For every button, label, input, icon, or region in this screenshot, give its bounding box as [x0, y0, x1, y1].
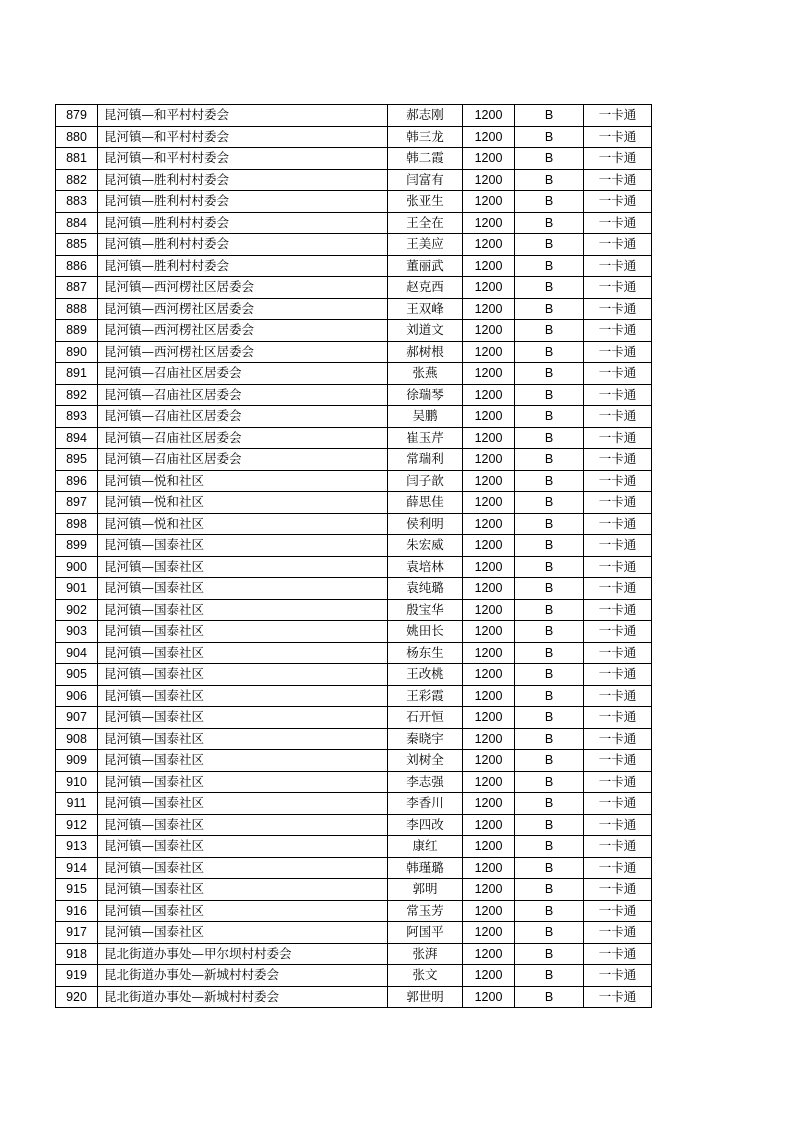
table-row [56, 535, 652, 557]
person-name-cell: 王全在 [388, 212, 463, 234]
amount-cell: 1200 [463, 427, 515, 449]
payment-method-cell: 一卡通 [584, 685, 652, 707]
row-number-cell: 889 [56, 320, 98, 342]
unit-name-cell: 昆河镇—国泰社区 [98, 685, 388, 707]
grade-cell: B [515, 126, 584, 148]
grade-cell: B [515, 599, 584, 621]
grade-cell: B [515, 814, 584, 836]
row-number-cell: 904 [56, 642, 98, 664]
unit-name-cell: 昆北街道办事处—甲尔坝村村委会 [98, 943, 388, 965]
grade-cell: B [515, 943, 584, 965]
payment-method-cell: 一卡通 [584, 212, 652, 234]
unit-name-cell: 昆河镇—国泰社区 [98, 793, 388, 815]
payment-method-cell: 一卡通 [584, 341, 652, 363]
payment-method-cell: 一卡通 [584, 535, 652, 557]
person-name-cell: 吴鹏 [388, 406, 463, 428]
person-name-cell: 王彩霞 [388, 685, 463, 707]
row-number-cell: 890 [56, 341, 98, 363]
amount-cell: 1200 [463, 814, 515, 836]
unit-name-cell: 昆河镇—召庙社区居委会 [98, 363, 388, 385]
table-row [56, 427, 652, 449]
person-name-cell: 李四改 [388, 814, 463, 836]
payment-method-cell: 一卡通 [584, 513, 652, 535]
table-row [56, 341, 652, 363]
payment-method-cell: 一卡通 [584, 492, 652, 514]
unit-name-cell: 昆河镇—西河楞社区居委会 [98, 341, 388, 363]
person-name-cell: 赵克西 [388, 277, 463, 299]
amount-cell: 1200 [463, 707, 515, 729]
payment-method-cell: 一卡通 [584, 900, 652, 922]
table-row [56, 363, 652, 385]
person-name-cell: 张文 [388, 965, 463, 987]
amount-cell: 1200 [463, 836, 515, 858]
table-row [56, 664, 652, 686]
table-row [56, 621, 652, 643]
row-number-cell: 893 [56, 406, 98, 428]
amount-cell: 1200 [463, 900, 515, 922]
table-row [56, 492, 652, 514]
person-name-cell: 常瑞利 [388, 449, 463, 471]
grade-cell: B [515, 234, 584, 256]
records-table-body [56, 105, 652, 1008]
amount-cell: 1200 [463, 341, 515, 363]
amount-cell: 1200 [463, 664, 515, 686]
person-name-cell: 康红 [388, 836, 463, 858]
payment-method-cell: 一卡通 [584, 986, 652, 1008]
person-name-cell: 秦晓宇 [388, 728, 463, 750]
row-number-cell: 914 [56, 857, 98, 879]
grade-cell: B [515, 771, 584, 793]
row-number-cell: 899 [56, 535, 98, 557]
grade-cell: B [515, 212, 584, 234]
amount-cell: 1200 [463, 191, 515, 213]
unit-name-cell: 昆河镇—悦和社区 [98, 513, 388, 535]
table-row [56, 320, 652, 342]
table-row [56, 986, 652, 1008]
grade-cell: B [515, 879, 584, 901]
records-table [55, 104, 652, 1008]
payment-method-cell: 一卡通 [584, 664, 652, 686]
payment-method-cell: 一卡通 [584, 406, 652, 428]
payment-method-cell: 一卡通 [584, 771, 652, 793]
table-row [56, 879, 652, 901]
payment-method-cell: 一卡通 [584, 148, 652, 170]
amount-cell: 1200 [463, 965, 515, 987]
payment-method-cell: 一卡通 [584, 556, 652, 578]
amount-cell: 1200 [463, 406, 515, 428]
person-name-cell: 韩二霞 [388, 148, 463, 170]
grade-cell: B [515, 556, 584, 578]
person-name-cell: 李香川 [388, 793, 463, 815]
unit-name-cell: 昆河镇—国泰社区 [98, 836, 388, 858]
row-number-cell: 900 [56, 556, 98, 578]
grade-cell: B [515, 169, 584, 191]
unit-name-cell: 昆河镇—召庙社区居委会 [98, 384, 388, 406]
payment-method-cell: 一卡通 [584, 578, 652, 600]
amount-cell: 1200 [463, 728, 515, 750]
unit-name-cell: 昆河镇—胜利村村委会 [98, 234, 388, 256]
amount-cell: 1200 [463, 298, 515, 320]
person-name-cell: 张燕 [388, 363, 463, 385]
row-number-cell: 888 [56, 298, 98, 320]
amount-cell: 1200 [463, 255, 515, 277]
person-name-cell: 刘道文 [388, 320, 463, 342]
payment-method-cell: 一卡通 [584, 363, 652, 385]
amount-cell: 1200 [463, 449, 515, 471]
person-name-cell: 郝志刚 [388, 105, 463, 127]
unit-name-cell: 昆河镇—国泰社区 [98, 771, 388, 793]
table-row [56, 599, 652, 621]
row-number-cell: 913 [56, 836, 98, 858]
table-row [56, 470, 652, 492]
row-number-cell: 909 [56, 750, 98, 772]
table-row [56, 105, 652, 127]
payment-method-cell: 一卡通 [584, 728, 652, 750]
person-name-cell: 殷宝华 [388, 599, 463, 621]
amount-cell: 1200 [463, 793, 515, 815]
unit-name-cell: 昆河镇—国泰社区 [98, 707, 388, 729]
unit-name-cell: 昆河镇—国泰社区 [98, 879, 388, 901]
grade-cell: B [515, 535, 584, 557]
unit-name-cell: 昆河镇—召庙社区居委会 [98, 449, 388, 471]
unit-name-cell: 昆河镇—悦和社区 [98, 492, 388, 514]
row-number-cell: 891 [56, 363, 98, 385]
person-name-cell: 杨东生 [388, 642, 463, 664]
person-name-cell: 薛思佳 [388, 492, 463, 514]
person-name-cell: 张亚生 [388, 191, 463, 213]
unit-name-cell: 昆河镇—西河楞社区居委会 [98, 320, 388, 342]
table-row [56, 556, 652, 578]
amount-cell: 1200 [463, 750, 515, 772]
unit-name-cell: 昆河镇—召庙社区居委会 [98, 427, 388, 449]
unit-name-cell: 昆河镇—国泰社区 [98, 922, 388, 944]
unit-name-cell: 昆河镇—国泰社区 [98, 750, 388, 772]
row-number-cell: 905 [56, 664, 98, 686]
row-number-cell: 915 [56, 879, 98, 901]
table-row [56, 728, 652, 750]
grade-cell: B [515, 470, 584, 492]
amount-cell: 1200 [463, 922, 515, 944]
amount-cell: 1200 [463, 642, 515, 664]
grade-cell: B [515, 298, 584, 320]
unit-name-cell: 昆河镇—胜利村村委会 [98, 255, 388, 277]
person-name-cell: 郭明 [388, 879, 463, 901]
grade-cell: B [515, 900, 584, 922]
payment-method-cell: 一卡通 [584, 793, 652, 815]
amount-cell: 1200 [463, 771, 515, 793]
unit-name-cell: 昆河镇—西河楞社区居委会 [98, 298, 388, 320]
person-name-cell: 常玉芳 [388, 900, 463, 922]
unit-name-cell: 昆河镇—国泰社区 [98, 900, 388, 922]
amount-cell: 1200 [463, 169, 515, 191]
amount-cell: 1200 [463, 879, 515, 901]
unit-name-cell: 昆北街道办事处—新城村村委会 [98, 986, 388, 1008]
grade-cell: B [515, 728, 584, 750]
amount-cell: 1200 [463, 105, 515, 127]
row-number-cell: 920 [56, 986, 98, 1008]
unit-name-cell: 昆河镇—国泰社区 [98, 642, 388, 664]
grade-cell: B [515, 384, 584, 406]
person-name-cell: 石开恒 [388, 707, 463, 729]
row-number-cell: 918 [56, 943, 98, 965]
payment-method-cell: 一卡通 [584, 943, 652, 965]
row-number-cell: 895 [56, 449, 98, 471]
table-row [56, 212, 652, 234]
person-name-cell: 姚田长 [388, 621, 463, 643]
row-number-cell: 881 [56, 148, 98, 170]
table-row [56, 449, 652, 471]
amount-cell: 1200 [463, 556, 515, 578]
payment-method-cell: 一卡通 [584, 449, 652, 471]
person-name-cell: 闫富有 [388, 169, 463, 191]
table-row [56, 169, 652, 191]
grade-cell: B [515, 664, 584, 686]
amount-cell: 1200 [463, 277, 515, 299]
person-name-cell: 董丽武 [388, 255, 463, 277]
row-number-cell: 903 [56, 621, 98, 643]
grade-cell: B [515, 642, 584, 664]
unit-name-cell: 昆河镇—和平村村委会 [98, 105, 388, 127]
row-number-cell: 911 [56, 793, 98, 815]
row-number-cell: 879 [56, 105, 98, 127]
grade-cell: B [515, 965, 584, 987]
table-row [56, 277, 652, 299]
grade-cell: B [515, 148, 584, 170]
table-row [56, 707, 652, 729]
table-row [56, 255, 652, 277]
person-name-cell: 刘树全 [388, 750, 463, 772]
amount-cell: 1200 [463, 685, 515, 707]
payment-method-cell: 一卡通 [584, 320, 652, 342]
table-row [56, 793, 652, 815]
unit-name-cell: 昆河镇—国泰社区 [98, 578, 388, 600]
row-number-cell: 892 [56, 384, 98, 406]
payment-method-cell: 一卡通 [584, 191, 652, 213]
amount-cell: 1200 [463, 535, 515, 557]
table-row [56, 857, 652, 879]
table-row [56, 384, 652, 406]
person-name-cell: 闫子歆 [388, 470, 463, 492]
table-row [56, 771, 652, 793]
row-number-cell: 901 [56, 578, 98, 600]
payment-method-cell: 一卡通 [584, 599, 652, 621]
unit-name-cell: 昆河镇—国泰社区 [98, 599, 388, 621]
payment-method-cell: 一卡通 [584, 814, 652, 836]
table-row [56, 900, 652, 922]
row-number-cell: 883 [56, 191, 98, 213]
grade-cell: B [515, 578, 584, 600]
grade-cell: B [515, 341, 584, 363]
table-row [56, 750, 652, 772]
payment-method-cell: 一卡通 [584, 642, 652, 664]
row-number-cell: 886 [56, 255, 98, 277]
row-number-cell: 912 [56, 814, 98, 836]
person-name-cell: 崔玉芹 [388, 427, 463, 449]
unit-name-cell: 昆河镇—国泰社区 [98, 814, 388, 836]
table-row [56, 406, 652, 428]
unit-name-cell: 昆河镇—召庙社区居委会 [98, 406, 388, 428]
person-name-cell: 韩三龙 [388, 126, 463, 148]
unit-name-cell: 昆河镇—和平村村委会 [98, 126, 388, 148]
grade-cell: B [515, 406, 584, 428]
table-row [56, 191, 652, 213]
payment-method-cell: 一卡通 [584, 470, 652, 492]
amount-cell: 1200 [463, 363, 515, 385]
row-number-cell: 919 [56, 965, 98, 987]
table-row [56, 685, 652, 707]
unit-name-cell: 昆河镇—胜利村村委会 [98, 169, 388, 191]
grade-cell: B [515, 857, 584, 879]
amount-cell: 1200 [463, 578, 515, 600]
grade-cell: B [515, 191, 584, 213]
unit-name-cell: 昆河镇—国泰社区 [98, 556, 388, 578]
table-row [56, 642, 652, 664]
payment-method-cell: 一卡通 [584, 427, 652, 449]
payment-method-cell: 一卡通 [584, 879, 652, 901]
grade-cell: B [515, 621, 584, 643]
payment-method-cell: 一卡通 [584, 621, 652, 643]
table-row [56, 836, 652, 858]
payment-method-cell: 一卡通 [584, 277, 652, 299]
grade-cell: B [515, 750, 584, 772]
table-row [56, 513, 652, 535]
grade-cell: B [515, 513, 584, 535]
grade-cell: B [515, 255, 584, 277]
amount-cell: 1200 [463, 234, 515, 256]
grade-cell: B [515, 320, 584, 342]
grade-cell: B [515, 427, 584, 449]
unit-name-cell: 昆河镇—国泰社区 [98, 857, 388, 879]
payment-method-cell: 一卡通 [584, 126, 652, 148]
payment-method-cell: 一卡通 [584, 965, 652, 987]
person-name-cell: 张湃 [388, 943, 463, 965]
unit-name-cell: 昆河镇—悦和社区 [98, 470, 388, 492]
table-row [56, 298, 652, 320]
unit-name-cell: 昆河镇—国泰社区 [98, 621, 388, 643]
amount-cell: 1200 [463, 320, 515, 342]
table-row [56, 814, 652, 836]
payment-method-cell: 一卡通 [584, 707, 652, 729]
unit-name-cell: 昆河镇—国泰社区 [98, 664, 388, 686]
amount-cell: 1200 [463, 857, 515, 879]
payment-method-cell: 一卡通 [584, 384, 652, 406]
amount-cell: 1200 [463, 599, 515, 621]
unit-name-cell: 昆北街道办事处—新城村村委会 [98, 965, 388, 987]
row-number-cell: 908 [56, 728, 98, 750]
row-number-cell: 897 [56, 492, 98, 514]
row-number-cell: 917 [56, 922, 98, 944]
row-number-cell: 906 [56, 685, 98, 707]
table-row [56, 126, 652, 148]
row-number-cell: 896 [56, 470, 98, 492]
payment-method-cell: 一卡通 [584, 750, 652, 772]
grade-cell: B [515, 105, 584, 127]
payment-method-cell: 一卡通 [584, 298, 652, 320]
payment-method-cell: 一卡通 [584, 857, 652, 879]
amount-cell: 1200 [463, 148, 515, 170]
unit-name-cell: 昆河镇—国泰社区 [98, 535, 388, 557]
person-name-cell: 袁培林 [388, 556, 463, 578]
payment-method-cell: 一卡通 [584, 105, 652, 127]
grade-cell: B [515, 492, 584, 514]
payment-method-cell: 一卡通 [584, 255, 652, 277]
person-name-cell: 韩瑾璐 [388, 857, 463, 879]
amount-cell: 1200 [463, 126, 515, 148]
amount-cell: 1200 [463, 384, 515, 406]
unit-name-cell: 昆河镇—胜利村村委会 [98, 212, 388, 234]
payment-method-cell: 一卡通 [584, 922, 652, 944]
amount-cell: 1200 [463, 621, 515, 643]
grade-cell: B [515, 449, 584, 471]
amount-cell: 1200 [463, 212, 515, 234]
row-number-cell: 910 [56, 771, 98, 793]
row-number-cell: 885 [56, 234, 98, 256]
table-row [56, 148, 652, 170]
table-row [56, 922, 652, 944]
row-number-cell: 898 [56, 513, 98, 535]
person-name-cell: 郝树根 [388, 341, 463, 363]
person-name-cell: 袁纯璐 [388, 578, 463, 600]
person-name-cell: 王双峰 [388, 298, 463, 320]
row-number-cell: 887 [56, 277, 98, 299]
row-number-cell: 902 [56, 599, 98, 621]
unit-name-cell: 昆河镇—西河楞社区居委会 [98, 277, 388, 299]
row-number-cell: 894 [56, 427, 98, 449]
unit-name-cell: 昆河镇—国泰社区 [98, 728, 388, 750]
row-number-cell: 884 [56, 212, 98, 234]
unit-name-cell: 昆河镇—和平村村委会 [98, 148, 388, 170]
amount-cell: 1200 [463, 492, 515, 514]
grade-cell: B [515, 363, 584, 385]
table-row [56, 234, 652, 256]
person-name-cell: 王改桃 [388, 664, 463, 686]
grade-cell: B [515, 793, 584, 815]
unit-name-cell: 昆河镇—胜利村村委会 [98, 191, 388, 213]
amount-cell: 1200 [463, 986, 515, 1008]
person-name-cell: 朱宏威 [388, 535, 463, 557]
grade-cell: B [515, 707, 584, 729]
table-row [56, 965, 652, 987]
person-name-cell: 王美应 [388, 234, 463, 256]
payment-method-cell: 一卡通 [584, 169, 652, 191]
grade-cell: B [515, 922, 584, 944]
row-number-cell: 882 [56, 169, 98, 191]
person-name-cell: 徐瑞琴 [388, 384, 463, 406]
amount-cell: 1200 [463, 470, 515, 492]
row-number-cell: 880 [56, 126, 98, 148]
grade-cell: B [515, 277, 584, 299]
grade-cell: B [515, 836, 584, 858]
table-row [56, 943, 652, 965]
row-number-cell: 916 [56, 900, 98, 922]
payment-method-cell: 一卡通 [584, 836, 652, 858]
person-name-cell: 李志强 [388, 771, 463, 793]
grade-cell: B [515, 685, 584, 707]
person-name-cell: 郭世明 [388, 986, 463, 1008]
payment-method-cell: 一卡通 [584, 234, 652, 256]
amount-cell: 1200 [463, 943, 515, 965]
person-name-cell: 侯利明 [388, 513, 463, 535]
row-number-cell: 907 [56, 707, 98, 729]
table-row [56, 578, 652, 600]
grade-cell: B [515, 986, 584, 1008]
person-name-cell: 阿国平 [388, 922, 463, 944]
amount-cell: 1200 [463, 513, 515, 535]
